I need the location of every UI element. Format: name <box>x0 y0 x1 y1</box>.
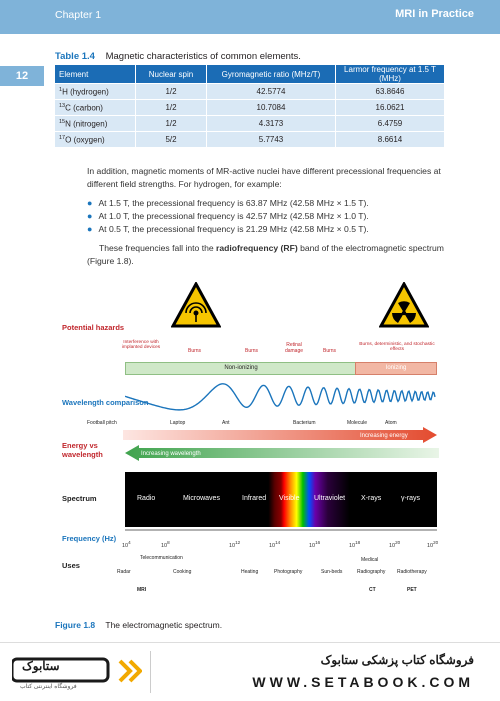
element-cell: $^{17}$O (oxygen) <box>55 132 136 148</box>
increasing-energy-label: Increasing energy <box>360 433 408 439</box>
col-header: Nuclear spin <box>136 65 207 84</box>
modality-label: CT <box>369 587 376 593</box>
rf-term: radiofrequency (RF) <box>216 243 298 253</box>
larmor-cell: 63.8646 <box>336 84 445 100</box>
comparison-label: Bacterium <box>293 420 316 426</box>
bullet-item: ● At 1.0 T, the precessional frequency is 42.57 MHz (42.58 MHz × 1.0 T). <box>87 211 369 221</box>
band-label: X-rays <box>361 495 382 502</box>
gamma-cell: 10.7084 <box>207 100 336 116</box>
frequency-label: Frequency (Hz) <box>62 534 117 543</box>
col-header: Element <box>55 65 136 84</box>
hazard-label: Retinal damage <box>284 342 304 354</box>
freq-tick: $10^{12}$ <box>229 540 241 549</box>
larmor-cell: 16.0621 <box>336 100 445 116</box>
wavelength-comparison-label: Wavelength comparison <box>62 398 149 407</box>
element-cell: $^{15}$N (nitrogen) <box>55 116 136 132</box>
logo-subtitle: فروشگاه اینترنتی کتاب <box>20 684 77 690</box>
gamma-cell: 42.5774 <box>207 84 336 100</box>
table-label: Table 1.4 <box>55 51 95 62</box>
store-name: فروشگاه کتاب پزشکی ستابوک <box>320 653 474 667</box>
hazard-label: Interference with implanted devices <box>121 340 161 350</box>
comparison-label: Molecule <box>347 420 368 426</box>
table-row <box>55 84 445 100</box>
running-title: MRI in Practice <box>395 8 474 20</box>
energy-vs-wavelength-label: Energy vs wavelength <box>62 441 103 459</box>
use-label: Radiography <box>357 569 386 575</box>
bullet-icon: ● <box>87 224 93 234</box>
bullet-icon: ● <box>87 198 93 208</box>
larmor-cell: 6.4759 <box>336 116 445 132</box>
freq-tick: $10^{18}$ <box>349 540 361 549</box>
spectrum-figure <box>55 280 445 610</box>
spin-cell: 1/2 <box>136 84 207 100</box>
use-label: Cooking <box>173 569 192 575</box>
modality-label: PET <box>407 587 417 593</box>
table-row <box>55 100 445 116</box>
use-label: Medical <box>361 557 379 563</box>
comparison-label: Atom <box>385 420 397 426</box>
freq-tick: $10^{20}$ <box>427 540 439 549</box>
band-label: Ultraviolet <box>314 495 346 502</box>
spin-cell: 1/2 <box>136 100 207 116</box>
use-label: Radar <box>117 569 131 575</box>
freq-tick: $10^4$ <box>122 540 131 549</box>
figure-caption-text: The electromagnetic spectrum. <box>105 620 223 630</box>
page-number: 12 <box>0 66 44 86</box>
element-cell: $^{13}$C (carbon) <box>55 100 136 116</box>
larmor-cell: 8.6614 <box>336 132 445 148</box>
ionizing-band: Ionizing <box>355 362 437 375</box>
band-label: Visible <box>279 495 300 502</box>
band-label: Infrared <box>242 495 267 502</box>
table-row <box>55 116 445 132</box>
comparison-label: Laptop <box>170 420 186 426</box>
wave-graphic <box>125 376 437 416</box>
spin-cell: 1/2 <box>136 116 207 132</box>
frequency-axis <box>123 529 439 537</box>
uses-label: Uses <box>62 561 80 570</box>
bullet-item: ● At 1.5 T, the precessional frequency is 63.87 MHz (42.58 MHz × 1.5 T). <box>87 198 369 208</box>
use-label: Heating <box>241 569 259 575</box>
hazard-label: Burns, deterministic, and stochastic effects <box>359 342 435 352</box>
chapter-label: Chapter 1 <box>55 9 102 21</box>
intro-paragraph: In addition, magnetic moments of MR-active nuclei have different precessional frequencies at different field strengths. For hydrogen, for example: <box>87 166 441 189</box>
band-label: γ-rays <box>401 495 421 502</box>
table-row <box>55 132 445 148</box>
comparison-label: Football pitch <box>87 420 117 426</box>
store-banner <box>0 642 500 701</box>
store-website-link[interactable]: WWW.SETABOOK.COM <box>252 674 474 690</box>
gamma-cell: 4.3173 <box>207 116 336 132</box>
hazard-label: Burns <box>245 348 259 354</box>
band-label: Radio <box>137 495 156 502</box>
freq-tick: $10^{20}$ <box>389 540 401 549</box>
hazard-label: Burns <box>188 348 202 354</box>
freq-tick: $10^8$ <box>161 540 170 549</box>
band-label: Microwaves <box>183 495 220 502</box>
use-label: Telecommunication <box>140 555 183 561</box>
hazard-label: Burns <box>323 348 337 354</box>
gamma-cell: 5.7743 <box>207 132 336 148</box>
page-header <box>0 0 500 34</box>
figure-caption <box>55 620 222 630</box>
bullet-icon: ● <box>87 211 93 221</box>
spin-cell: 5/2 <box>136 132 207 148</box>
non-ionizing-band: Non-ionizing <box>125 362 357 375</box>
figure-label: Figure 1.8 <box>55 620 96 630</box>
use-label: Photography <box>274 569 303 575</box>
logo-text: ستابوک <box>22 659 60 673</box>
potential-hazards-label: Potential hazards <box>62 323 125 332</box>
col-header: Gyromagnetic ratio (MHz/T) <box>207 65 336 84</box>
freq-tick: $10^{14}$ <box>269 540 281 549</box>
ionizing-radiation-icon <box>379 282 429 328</box>
use-label: Radiotherapy <box>397 569 427 575</box>
table-caption-text: Magnetic characteristics of common elements. <box>105 51 301 62</box>
comparison-label: Ant <box>222 420 230 426</box>
bullet-item: ● At 0.5 T, the precessional frequency is 21.29 MHz (42.58 MHz × 0.5 T). <box>87 224 369 234</box>
modality-label: MRI <box>137 587 147 593</box>
table-caption <box>55 51 301 62</box>
rf-paragraph: These frequencies fall into the radiofrequency (RF) band of the electromagnetic spectrum (Figure 1.8). <box>87 243 444 266</box>
non-ionizing-radiation-icon <box>171 282 221 328</box>
elements-table <box>55 65 445 147</box>
divider <box>150 651 151 693</box>
use-label: Sun-beds <box>321 569 343 575</box>
increasing-wavelength-label: Increasing wavelength <box>141 451 201 457</box>
element-cell: $^1$H (hydrogen) <box>55 84 136 100</box>
spectrum-label: Spectrum <box>62 494 97 503</box>
freq-tick: $10^{16}$ <box>309 540 321 549</box>
col-header: Larmor frequency at 1.5 T (MHz) <box>336 65 445 84</box>
